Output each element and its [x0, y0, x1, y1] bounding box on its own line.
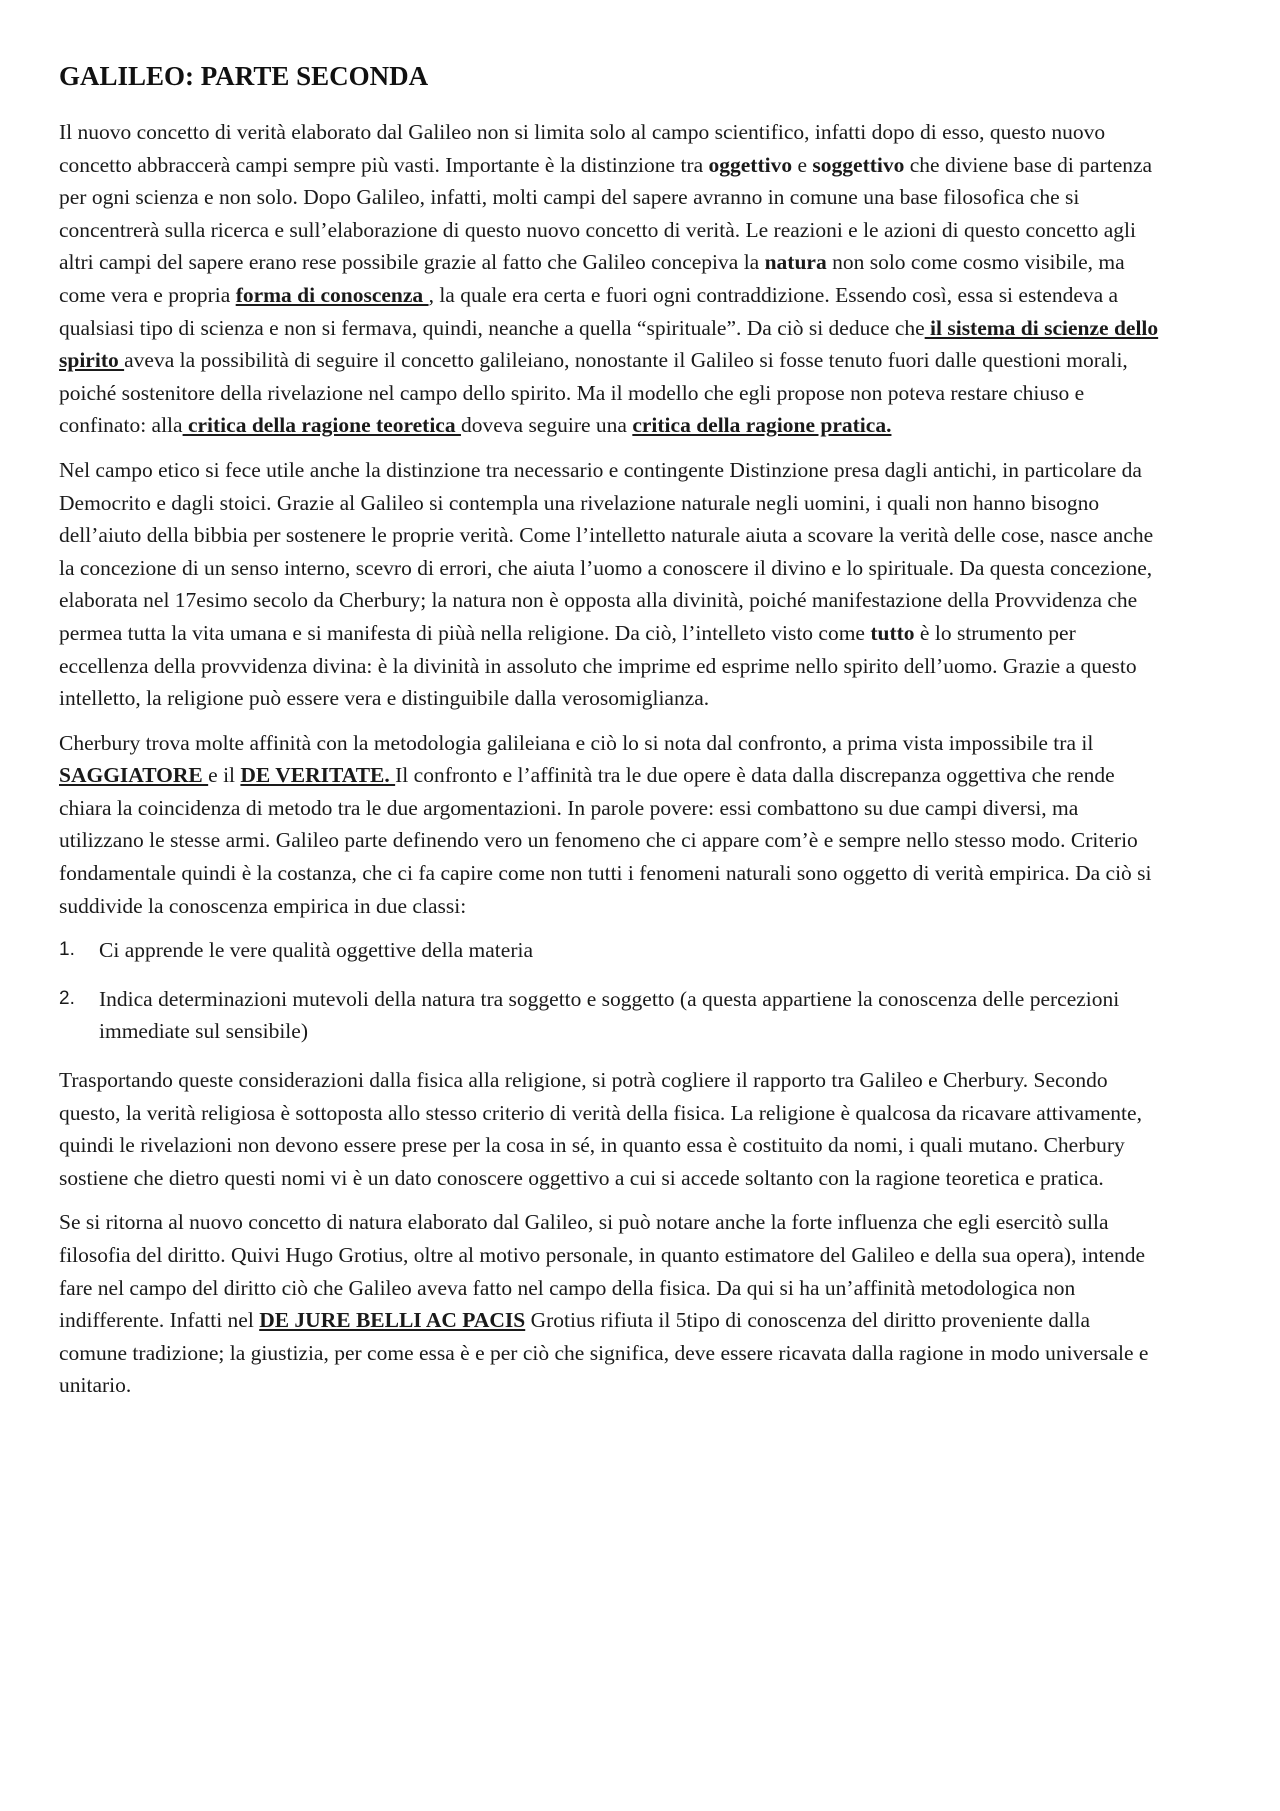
text-run: e il	[208, 763, 241, 788]
underlined-term-de-jure-belli: DE JURE BELLI AC PACIS	[259, 1308, 526, 1333]
underlined-term-sistema-di-scienze: il sistema di scienze dello spirito	[59, 315, 1159, 373]
bold-term-soggettivo: soggettivo	[812, 152, 905, 177]
list-item	[59, 983, 1162, 1048]
underlined-term-saggiatore: SAGGIATORE	[59, 763, 209, 788]
text-run: Il nuovo concetto di verità elaborato dal Galileo non si limita solo al campo scientifico, infatti dopo di esso, questo nuovo concetto abbraccerà campi sempre più vasti. Importante è la distinzione tra	[59, 120, 1106, 177]
paragraph-1	[59, 116, 1162, 442]
bold-term-natura: natura	[764, 250, 827, 275]
list-item-text: Ci apprende le vere qualità oggettive della materia	[99, 938, 533, 963]
bold-term-oggettivo: oggettivo	[708, 152, 793, 177]
text-run: Il confronto e l’affinità tra le due opere è data dalla discrepanza oggettiva che rende chiara la coincidenza di metodo tra le due argomentazioni. In parole povere: essi combattono su due campi diversi, ma utilizzano le stesse armi. Galileo parte definendo vero un fenomeno che ci appare com’è e sempre nello stesso modo. Criterio fondamentale quindi è la costanza, che ci fa capire come non tutti i fenomeni naturali sono oggetto di verità empirica. Da ciò si suddivide la conoscenza empirica in due classi:	[59, 763, 1152, 918]
list-item	[59, 934, 1162, 967]
underlined-term-forma-di-conoscenza: forma di conoscenza	[235, 282, 429, 307]
text-run: Cherbury trova molte affinità con la metodologia galileiana e ciò lo si nota dal confronto, a prima vista impossibile tra il	[59, 730, 1094, 755]
text-run: Grotius rifiuta il 5tipo di conoscenza del diritto proveniente dalla comune tradizione; la giustizia, per come essa è e per ciò che significa, deve essere ricavata dalla ragione in modo universale e unitario.	[59, 1308, 1149, 1398]
text-run: Trasportando queste considerazioni dalla fisica alla religione, si potrà cogliere il rapporto tra Galileo e Cherbury. Secondo questo, la verità religiosa è sottoposta allo stesso criterio di verità della fisica. La religione è qualcosa da ricavare attivamente, quindi le rivelazioni non devono essere prese per la cosa in sé, in quanto essa è costituito da nomi, i quali mutano. Cherbury sostiene che dietro questi nomi vi è un dato conoscere oggettivo a cui si accede soltanto con la ragione teoretica e pratica.	[59, 1068, 1142, 1190]
underlined-term-critica-ragione-pratica: critica della ragione pratica.	[632, 413, 892, 438]
text-run: è lo strumento per eccellenza della provvidenza divina: è la divinità in assoluto che imprime ed esprime nello spirito dell’uomo. Grazie a questo intelletto, la religione può essere vera e distinguibile dalla verosomiglianza.	[59, 620, 1137, 711]
text-run: , la quale era certa e fuori ogni contraddizione. Essendo così, essa si estendeva a qualsiasi tipo di scienza e non si fermava, quindi, neanche a quella “spirituale”. Da ciò si deduce che	[59, 282, 1119, 340]
text-run: Nel campo etico si fece utile anche la distinzione tra necessario e contingente Distinzione presa dagli antichi, in particolare da Democrito e dagli stoici. Grazie al Galileo si contempla una rivelazione naturale negli uomini, i quali non hanno bisogno dell’aiuto della bibbia per sostenere le proprie verità. Come l’intelletto naturale aiuta a scovare la verità delle cose, nasce anche la concezione di un senso interno, scevro di errori, che aiuta l’uomo a conoscere il divino e lo spirituale. Da questa concezione, elaborata nel 17esimo secolo da Cherbury; la natura non è opposta alla divinità, poiché manifestazione della Provvidenza che permea tutta la vita umana e si manifesta di piùà nella religione. Da ciò, l’intelleto visto come	[59, 457, 1154, 645]
paragraph-3	[59, 727, 1162, 923]
list-item-text: Indica determinazioni mutevoli della natura tra soggetto e soggetto (a questa appartiene la conoscenza delle percezioni immediate sul sensibile)	[99, 986, 1120, 1044]
text-run: aveva la possibilità di seguire il concetto galileiano, nonostante il Galileo si fosse tenuto fuori dalle questioni morali, poiché sostenitore della rivelazione nel campo dello spirito. Ma il modello che egli propose non poteva restare chiuso e confinato: alla	[59, 348, 1128, 438]
numbered-list	[59, 934, 1162, 1048]
underlined-term-critica-ragione-teoretica: critica della ragione teoretica	[182, 413, 461, 438]
text-run: che diviene base di partenza per ogni scienza e non solo. Dopo Galileo, infatti, molti campi del sapere avranno in comune una base filosofica che si concentrerà sulla ricerca e sull’elaborazione di questo nuovo concetto di verità. Le reazioni e le azioni di questo concetto agli altri campi del sapere erano rese possibile grazie al fatto che Galileo concepiva la	[59, 152, 1153, 275]
paragraph-4	[59, 1064, 1162, 1194]
list-number: 1.	[59, 939, 75, 961]
bold-term-tutto: tutto	[870, 620, 920, 645]
text-run: e	[792, 152, 813, 177]
paragraph-2	[59, 454, 1162, 715]
text-run: doveva seguire una	[460, 413, 633, 438]
underlined-term-de-veritate: DE VERITATE.	[240, 763, 396, 788]
document-title: GALILEO: PARTE SECONDA	[59, 61, 429, 91]
list-number: 2.	[59, 987, 75, 1009]
text-run: Se si ritorna al nuovo concetto di natura elaborato dal Galileo, si può notare anche la forte influenza che egli esercitò sulla filosofia del diritto. Quivi Hugo Grotius, oltre al motivo personale, in quanto estimatore del Galileo e della sua opera), intende fare nel campo del diritto ciò che Galileo aveva fatto nel campo della fisica. Da qui si ha un’affinità metodologica non indifferente. Infatti nel	[59, 1210, 1146, 1333]
text-run: non solo come cosmo visibile, ma come vera e propria	[59, 250, 1125, 307]
paragraph-5	[59, 1206, 1162, 1402]
